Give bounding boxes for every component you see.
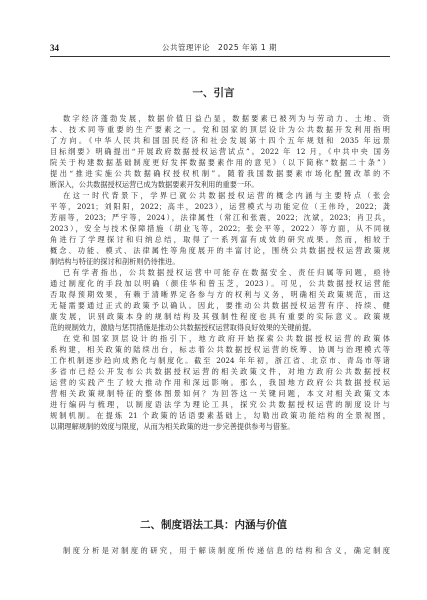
body-line: 数字经济蓬勃发展，数据价值日益凸显，数据要素已被列为与劳动力、土地、资	[63, 114, 390, 123]
body-line: 以期理解规制的效度与限度，从而为相关政策的进一步完善提供参考与借鉴。	[50, 422, 295, 431]
journal-title: 公共管理评论 2025 年第 1 期	[162, 43, 278, 52]
section-heading-introduction: 一、引言	[192, 87, 235, 99]
body-line: 进行编码与梳理，以制度语法学为理论工具，探究公共数据授权运营的制度设计与	[50, 400, 390, 409]
body-line: 已有学者指出，公共数据授权运营中可能存在数据安全、责任归属等问题，亟待	[63, 268, 390, 277]
body-line: 工作机制逐步趋向成熟化与制度化。截至 2024 年年初，浙江省、北京市、青岛市等诸	[50, 356, 390, 365]
body-line: 制度分析是对制度的研究，用于解读制度所传递信息的结构和含义，确定制度	[63, 546, 390, 555]
body-line: 平等，2021；刘阳阳，2022；高丰，2023），运营模式与功能定位（王伟玲，2022；龚	[50, 202, 390, 211]
page-number: 34	[50, 43, 59, 53]
body-line: 本、技术同等重要的生产要素之一。党和国家的顶层设计为公共数据开发利用指明	[50, 125, 390, 134]
body-line: 多省市已经公开发布公共数据授权运营的相关政策文件，对地方政府公共数据授权	[50, 367, 390, 376]
body-line: 目标纲要》明确提出“开展政府数据授权运营试点”。2022 年 12 月，《中共中央 国务	[50, 147, 390, 156]
body-line: 营相关政策规制特征的整体图景如何？为回答这一关键问题，本文对相关政策文本	[50, 389, 390, 398]
body-line: 芳丽等，2023；严宇等，2024），法律属性（常江和张震，2022；沈斌，2023；肖卫兵，	[50, 213, 390, 222]
body-line: 否取得预期效果，有赖于清晰界定各参与方的权利与义务，明确相关政策规范，而这	[50, 290, 390, 299]
body-line: 无疑需要通过正式的政策予以确认。因此，要推动公共数据授权运营有序、持续、健	[50, 301, 390, 310]
body-line: 院关于构建数据基础制度更好发挥数据要素作用的意见》（以下简称“数据二十条”）	[50, 158, 390, 167]
body-line: 系构建，相关政策的陆续出台，标志着公共数据授权运营的统筹、协调与治理模式等	[50, 345, 390, 354]
body-line: 制结构与特征的探讨和剖析则仍待推进。	[50, 257, 180, 266]
body-line: 规制机制。在提炼 21 个政策的话语要素基础上，勾勒出政策功能结构的全景视图，	[50, 411, 390, 420]
body-line: 范的规制效力，激励与惩罚措施是推动公共数据授权运营取得良好效果的关键前提。	[50, 323, 316, 332]
body-line: 通过制度化的手段加以明确（颜佳华和曾玉芝，2023）。可见，公共数据授权运营能	[50, 279, 390, 288]
body-line: 概念、功能、模式、法律属性等角度展开的丰富讨论，围绕公共数据授权运营政策规	[50, 246, 390, 255]
section-heading-institutional-grammar: 二、制度语法工具：内涵与价值	[140, 519, 287, 531]
body-line: 断深入，公共数据授权运营已成为数据要素开发利用的重要一环。	[50, 180, 259, 189]
body-line: 提出“推进实施公共数据确权授权机制”。随着我国数据要素市场化配置改革的不	[50, 169, 390, 178]
body-line: 角进行了学理探讨和归纳总结，取得了一系列富有成效的研究成果。然而，相较于	[50, 235, 390, 244]
body-line: 2023），安全与技术保障措施（胡业飞等，2022；张会平等，2022）等方面，从不同视	[50, 224, 390, 233]
body-line: 康发展，识别政策本身的规制结构及其强制性程度也具有重要的实际意义。政策规	[50, 312, 390, 321]
body-line: 在这一时代背景下，学界已就公共数据授权运营的概念内涵与主要特点（张会	[63, 191, 390, 200]
body-line: 了方向。《中华人民共和国国民经济和社会发展第十四个五年规划和 2035 年远景	[50, 136, 390, 145]
running-header	[50, 42, 390, 57]
body-line: 运营的实践产生了较大推动作用和深远影响。那么，我国地方政府公共数据授权运	[50, 378, 390, 387]
body-line: 在党和国家顶层设计的指引下，地方政府开始探索公共数据授权运营的政策体	[63, 334, 390, 343]
